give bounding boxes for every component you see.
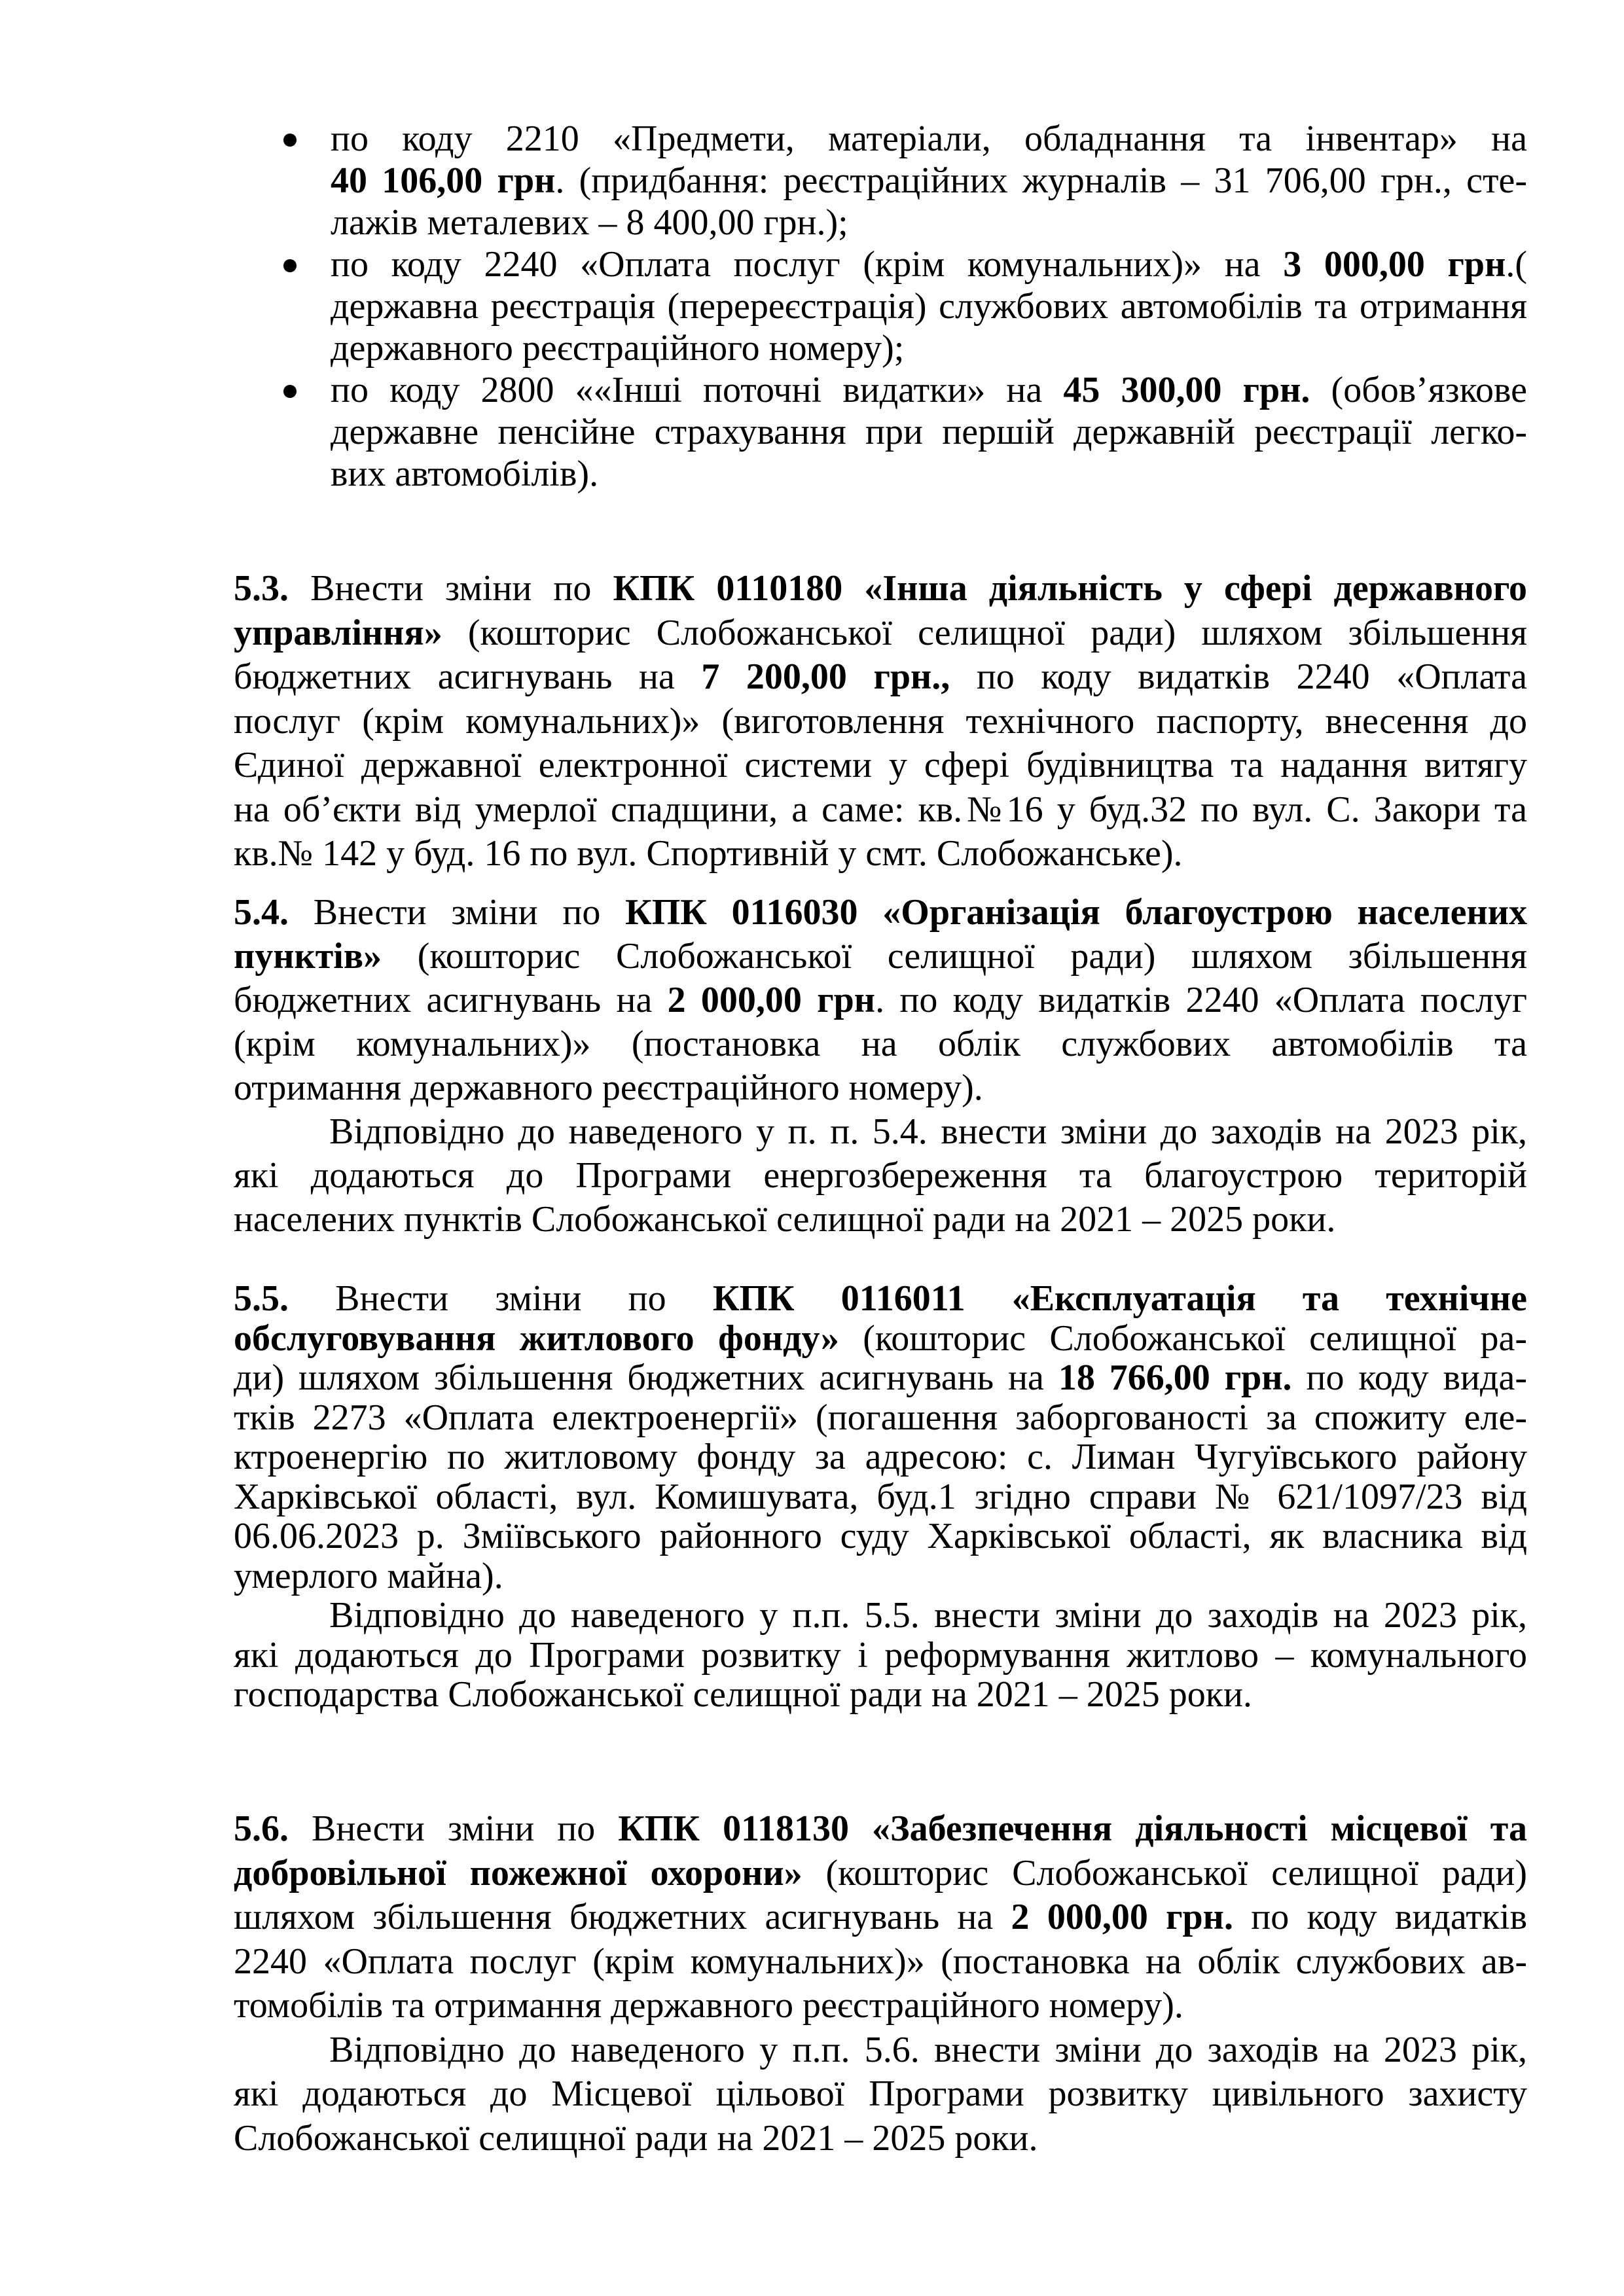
text: Єдиної державної електронної системи у сфері будівництва та надання витягу — [234, 745, 1527, 785]
section-line — [234, 567, 1527, 609]
section-line — [234, 612, 1527, 654]
bold-text: управління» — [234, 612, 442, 653]
bold-text: 2 000,00 грн — [667, 980, 876, 1020]
bold-text: КПК 0116011 «Експлуатація та технічне — [712, 1278, 1527, 1319]
bold-text: обслуговування житлового фонду» — [234, 1318, 839, 1359]
section-line — [234, 979, 1527, 1021]
section-line — [234, 1555, 1527, 1597]
bullet-icon — [283, 259, 297, 272]
section-line — [234, 656, 1527, 698]
bold-text: КПК 0110180 «Інша діяльність у сфері державного — [613, 568, 1527, 609]
text: Внести зміни по — [289, 1808, 619, 1849]
text: Відповідно до наведеного у п. п. 5.4. внести зміни до заходів на 2023 рік, — [329, 1111, 1527, 1152]
bold-text: 5.6. — [234, 1808, 289, 1849]
bold-text: 7 200,00 грн., — [701, 656, 950, 697]
section-line — [234, 744, 1527, 786]
text: державна реєстрація (перереєстрація) службових автомобілів та отримання — [331, 286, 1527, 327]
indented-paragraph-line — [329, 1594, 1527, 1636]
bullet-icon — [283, 134, 297, 147]
text: (кошторис Слобожанської селищної ра- — [839, 1318, 1527, 1359]
section-line — [234, 935, 1527, 977]
text: по коду видатків 2240 «Оплата — [950, 656, 1527, 697]
section-line — [234, 1941, 1527, 1982]
text: (крім комунальних)» (постановка на облік службових автомобілів та — [234, 1024, 1527, 1064]
section-line — [234, 1984, 1527, 2026]
section-line — [234, 1318, 1527, 1359]
text: умерлого майна). — [234, 1555, 503, 1596]
bold-text: 5.4. — [234, 892, 289, 933]
text: (обов’язкове — [1310, 370, 1527, 410]
text: кв.№ 142 у буд. 16 по вул. Спортивній у смт. Слобожанське). — [234, 833, 1183, 874]
bold-text: 3 000,00 грн — [1283, 244, 1506, 285]
text: Внести зміни по — [289, 1278, 713, 1319]
text: Харківської області, вул. Комишувата, буд.1 згідно справи № 621/1097/23 від — [234, 1476, 1527, 1517]
bold-text: пунктів» — [234, 936, 382, 977]
text: Внести зміни по — [289, 568, 613, 609]
text: 2240 «Оплата послуг (крім комунальних)» (постановка на облік службових ав- — [234, 1941, 1527, 1982]
text: на об’єкти від умерлої спадщини, а саме: кв.№16 у буд.32 по вул. С. Закори та — [234, 789, 1527, 830]
text: тків 2273 «Оплата електроенергії» (погашення заборгованості за спожиту еле- — [234, 1397, 1527, 1438]
text: по коду 2800 ««Інші поточні видатки» на — [331, 370, 1064, 410]
bold-text: 40 106,00 грн — [331, 160, 556, 201]
indented-paragraph-line — [329, 1111, 1527, 1153]
text: Відповідно до наведеного у п.п. 5.5. внести зміни до заходів на 2023 рік, — [329, 1595, 1527, 1636]
text: шляхом збільшення бюджетних асигнувань на — [234, 1897, 1011, 1937]
section-line — [234, 1357, 1527, 1399]
section-line — [234, 1896, 1527, 1938]
section-line — [234, 1023, 1527, 1065]
section-line — [234, 2073, 1527, 2115]
text: по коду 2240 «Оплата послуг (крім комунальних)» на — [331, 244, 1284, 285]
text: послуг (крім комунальних)» (виготовлення технічного паспорту, внесення до — [234, 700, 1527, 742]
text: лажів металевих – 8 400,00 грн.); — [331, 202, 848, 243]
section-line — [234, 700, 1527, 742]
bold-text: 5.5. — [234, 1278, 289, 1319]
text: бюджетних асигнувань на — [234, 980, 668, 1020]
section-line — [234, 833, 1527, 874]
text: (кошторис Слобожанської селищної ради) шляхом збільшення — [442, 612, 1527, 653]
text: державного реєстраційного номеру); — [331, 328, 905, 368]
text: вих автомобілів). — [331, 454, 599, 494]
section-line — [234, 1674, 1527, 1715]
text: Відповідно до наведеного у п.п. 5.6. внести зміни до заходів на 2023 рік, — [329, 2029, 1527, 2070]
section-line — [234, 1198, 1527, 1240]
text: які додаються до Програми енергозбереження та благоустрою територій — [234, 1155, 1527, 1196]
bullet-item-line — [331, 160, 1527, 202]
bullet-item-line — [331, 243, 1527, 285]
bold-text: КПК 0116030 «Організація благоустрою населених — [625, 892, 1527, 933]
text: державне пенсійне страхування при першій державній реєстрації легко- — [331, 412, 1527, 452]
text: які додаються до Програми розвитку і реформування житлово – комунального — [234, 1634, 1527, 1676]
text: які додаються до Місцевої цільової Програми розвитку цивільного захисту — [234, 2073, 1527, 2114]
section-line — [234, 2117, 1527, 2159]
text: бюджетних асигнувань на — [234, 656, 702, 697]
text: ктроенергію по житловому фонду за адресою: с. Лиман Чугуївського району — [234, 1437, 1527, 1477]
bullet-item-line — [331, 369, 1527, 411]
text: ди) шляхом збільшення бюджетних асигнувань на — [234, 1357, 1058, 1398]
section-line — [234, 1155, 1527, 1196]
section-line — [234, 1067, 1527, 1109]
bold-text: 2 000,00 грн. — [1011, 1897, 1233, 1937]
section-line — [234, 1397, 1527, 1439]
text: по коду 2210 «Предмети, матеріали, обладнання та інвентар» на — [331, 118, 1527, 159]
section-line — [234, 1808, 1527, 1850]
indented-paragraph-line — [329, 2029, 1527, 2071]
bold-text: 18 766,00 грн. — [1058, 1357, 1292, 1398]
text: по коду видатків — [1233, 1897, 1528, 1937]
bullet-item-line — [331, 285, 1527, 327]
section-line — [234, 789, 1527, 831]
text: (кошторис Слобожанської селищної ради) — [802, 1852, 1527, 1893]
bold-text: КПК 0118130 «Забезпечення діяльності місцевої та — [618, 1808, 1527, 1849]
text: .( — [1506, 244, 1527, 285]
bullet-item-line — [331, 453, 1527, 495]
bullet-item-line — [331, 202, 1527, 243]
text: отримання державного реєстраційного номеру). — [234, 1067, 983, 1108]
section-line — [234, 1634, 1527, 1676]
bullet-item-line — [331, 327, 1527, 369]
bullet-icon — [283, 385, 297, 398]
bold-text: 45 300,00 грн. — [1063, 370, 1310, 410]
text: населених пунктів Слобожанської селищної ради на 2021 – 2025 роки. — [234, 1199, 1336, 1240]
text: господарства Слобожанської селищної ради на 2021 – 2025 роки. — [234, 1674, 1252, 1715]
section-line — [234, 1436, 1527, 1478]
section-line — [234, 891, 1527, 933]
section-line — [234, 1515, 1527, 1557]
section-line — [234, 1278, 1527, 1319]
text: . (придбання: реєстраційних журналів – 31 706,00 грн., сте- — [555, 160, 1528, 201]
text: . по коду видатків 2240 «Оплата послуг — [875, 980, 1528, 1020]
section-line — [234, 1852, 1527, 1894]
bullet-item-line — [331, 411, 1527, 453]
bold-text: 5.3. — [234, 568, 289, 609]
text: томобілів та отримання державного реєстраційного номеру). — [234, 1985, 1183, 2026]
text: по коду вида- — [1291, 1357, 1527, 1398]
bold-text: добровільної пожежної охорони» — [234, 1852, 803, 1893]
text: Внести зміни по — [289, 892, 626, 933]
text: 06.06.2023 р. Зміївського районного суду Харківської області, як власника від — [234, 1516, 1527, 1556]
bullet-item-line — [331, 118, 1527, 160]
text: (кошторис Слобожанської селищної ради) шляхом збільшення — [382, 936, 1527, 977]
text: Слобожанської селищної ради на 2021 – 2025 роки. — [234, 2117, 1038, 2159]
section-line — [234, 1476, 1527, 1518]
